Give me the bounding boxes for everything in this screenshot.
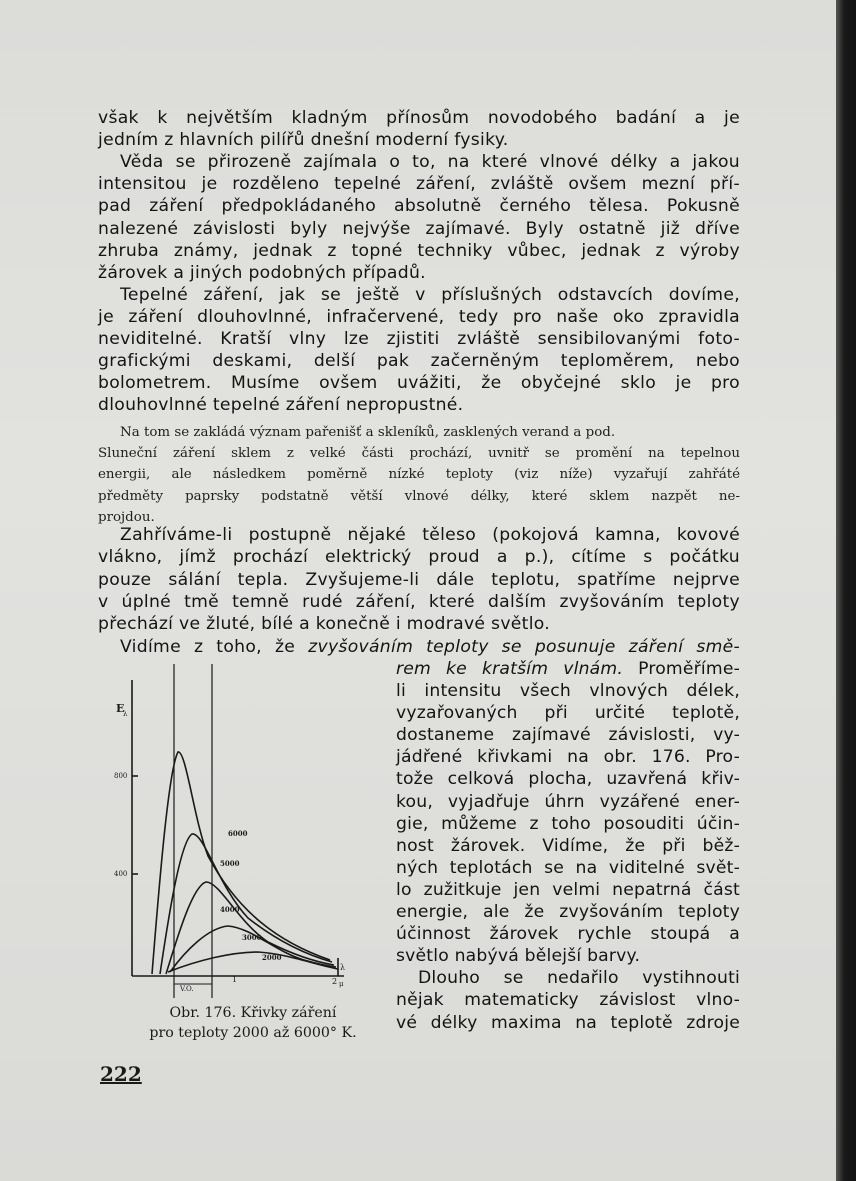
- curve-4000: [166, 882, 334, 974]
- curve-label-2000: 2000: [262, 953, 282, 962]
- right-column-italic: rem ke kratším vlnám.: [396, 659, 624, 679]
- x-marker-2: 2: [332, 977, 338, 986]
- curve-label-6000: 6000: [228, 829, 248, 838]
- text-line: lo zužitkuje jen velmi nepatrná část: [396, 879, 740, 900]
- curve-label-3000: 3000: [242, 933, 262, 942]
- small-print-line: Sluneční záření sklem z velké části prochází, uvnitř se promění na tepelnou: [98, 446, 740, 462]
- curve-label-5000: 5000: [220, 859, 240, 868]
- small-print-line: Na tom se zakládá význam pařenišť a skleníků, zasklených verand a pod.: [120, 425, 616, 440]
- page-number: 222: [100, 1062, 142, 1086]
- text-line: intensitou je rozděleno tepelné záření, zvláště ovšem mezní pří-: [98, 174, 740, 195]
- y-axis-label: E: [116, 702, 125, 715]
- y-axis-sub: λ: [123, 710, 128, 718]
- text-line: vlákno, jímž prochází elektrický proud a p.), cítíme s počátku: [98, 547, 740, 568]
- full-width-line-prefix: Vidíme z toho, že: [120, 637, 309, 657]
- figure-caption-line2: pro teploty 2000 až 6000° K.: [149, 1025, 357, 1041]
- text-line: li intensitu všech vlnových délek,: [396, 681, 740, 701]
- region-label: V.O.: [180, 985, 194, 993]
- text-line: Dlouho se nedařilo vystihnouti: [418, 968, 740, 989]
- text-line: dlouhovlnné tepelné záření nepropustné.: [98, 395, 464, 416]
- text-line: jádřené křivkami na obr. 176. Pro-: [396, 747, 740, 768]
- text-line: účinnost žárovek rychle stoupá a: [396, 924, 740, 945]
- text-line: energie, ale že zvyšováním teploty: [396, 902, 740, 922]
- text-line: je záření dlouhovlnné, infračervené, tedy pro naše oko zpravidla: [98, 306, 740, 327]
- text-line: v úplné tmě temně rudé záření, které dalším zvyšováním teploty: [98, 591, 740, 612]
- small-print-line: předměty paprsky podstatně větší vlnové délky, které sklem nazpět ne-: [98, 488, 740, 504]
- x-marker-unit: μ: [339, 980, 344, 988]
- text-line: tože celková plocha, uzavřená křiv-: [396, 769, 740, 790]
- curve-6000: [152, 752, 330, 974]
- right-column-first-rest: Proměříme-: [623, 659, 741, 679]
- x-axis-label: λ: [340, 963, 346, 972]
- text-line: pad záření předpokládaného absolutně černého tělesa. Pokusně: [98, 196, 740, 217]
- text-line: pouze sálání tepla. Zvyšujeme-li dále teplotu, spatříme nejprve: [98, 569, 740, 590]
- text-line: vé délky maxima na teplotě zdroje: [396, 1012, 740, 1033]
- text-line: Věda se přirozeně zajímala o to, na které vlnové délky a jakou: [120, 152, 740, 173]
- x-marker-1: 1: [232, 975, 238, 984]
- page-edge-shadow: [836, 0, 856, 1181]
- text-line: vyzařovaných při určité teplotě,: [396, 703, 740, 724]
- text-line: gie, můžeme z toho posouditi účin-: [396, 813, 740, 834]
- text-line: světlo nabývá bělejší barvy.: [396, 946, 641, 967]
- text-line: dostaneme zajímavé závislosti, vy-: [396, 725, 740, 746]
- small-print-line: projdou.: [98, 509, 155, 525]
- text-line: ných teplotách se na viditelné svět-: [396, 857, 740, 878]
- curve-label-4000: 4000: [220, 905, 240, 914]
- y-tick-label-800: 800: [114, 772, 128, 780]
- text-line: Tepelné záření, jak se ještě v příslušných odstavcích dovíme,: [120, 284, 740, 305]
- text-line: nalezené závislosti byly nejvýše zajímavé. Byly ostatně již dříve: [98, 218, 740, 239]
- text-line: bolometrem. Musíme ovšem uvážiti, že obyčejné sklo je pro: [98, 373, 740, 394]
- text-line: Zahříváme-li postupně nějaké těleso (pokojová kamna, kovové: [120, 525, 740, 545]
- text-line: jedním z hlavních pilířů dnešní moderní fysiky.: [98, 130, 509, 151]
- small-print-line: energii, ale následkem poměrně nízké teploty (viz níže) vyzařují zahřáté: [98, 467, 740, 483]
- radiation-curves-figure: [108, 660, 390, 1000]
- text-line: přechází ve žluté, bílé a konečně i modravé světlo.: [98, 614, 551, 635]
- full-width-line-italic: zvyšováním teploty se posunuje záření smě-: [308, 637, 740, 657]
- text-line: grafickými deskami, delší pak začerněným teploměrem, nebo: [98, 351, 740, 372]
- text-line: kou, vyjadřuje úhrn vyzářené ener-: [396, 791, 740, 812]
- text-line: zhruba známy, jednak z topné techniky vůbec, jednak z výroby: [98, 240, 740, 261]
- y-tick-label-400: 400: [114, 870, 128, 878]
- right-column-first-line: [396, 659, 740, 680]
- text-line: nost žárovek. Vidíme, že při běž-: [396, 835, 740, 856]
- text-line: však k největším kladným přínosům novodobého badání a je: [98, 108, 740, 128]
- figure-caption-line1: Obr. 176. Křivky záření: [169, 1005, 337, 1021]
- full-width-line: [98, 637, 740, 658]
- text-line: nějak matematicky závislost vlno-: [396, 990, 740, 1011]
- text-line: neviditelné. Kratší vlny lze zjistiti zvláště sensibilovanými foto-: [98, 329, 740, 349]
- text-line: žárovek a jiných podobných případů.: [98, 262, 426, 283]
